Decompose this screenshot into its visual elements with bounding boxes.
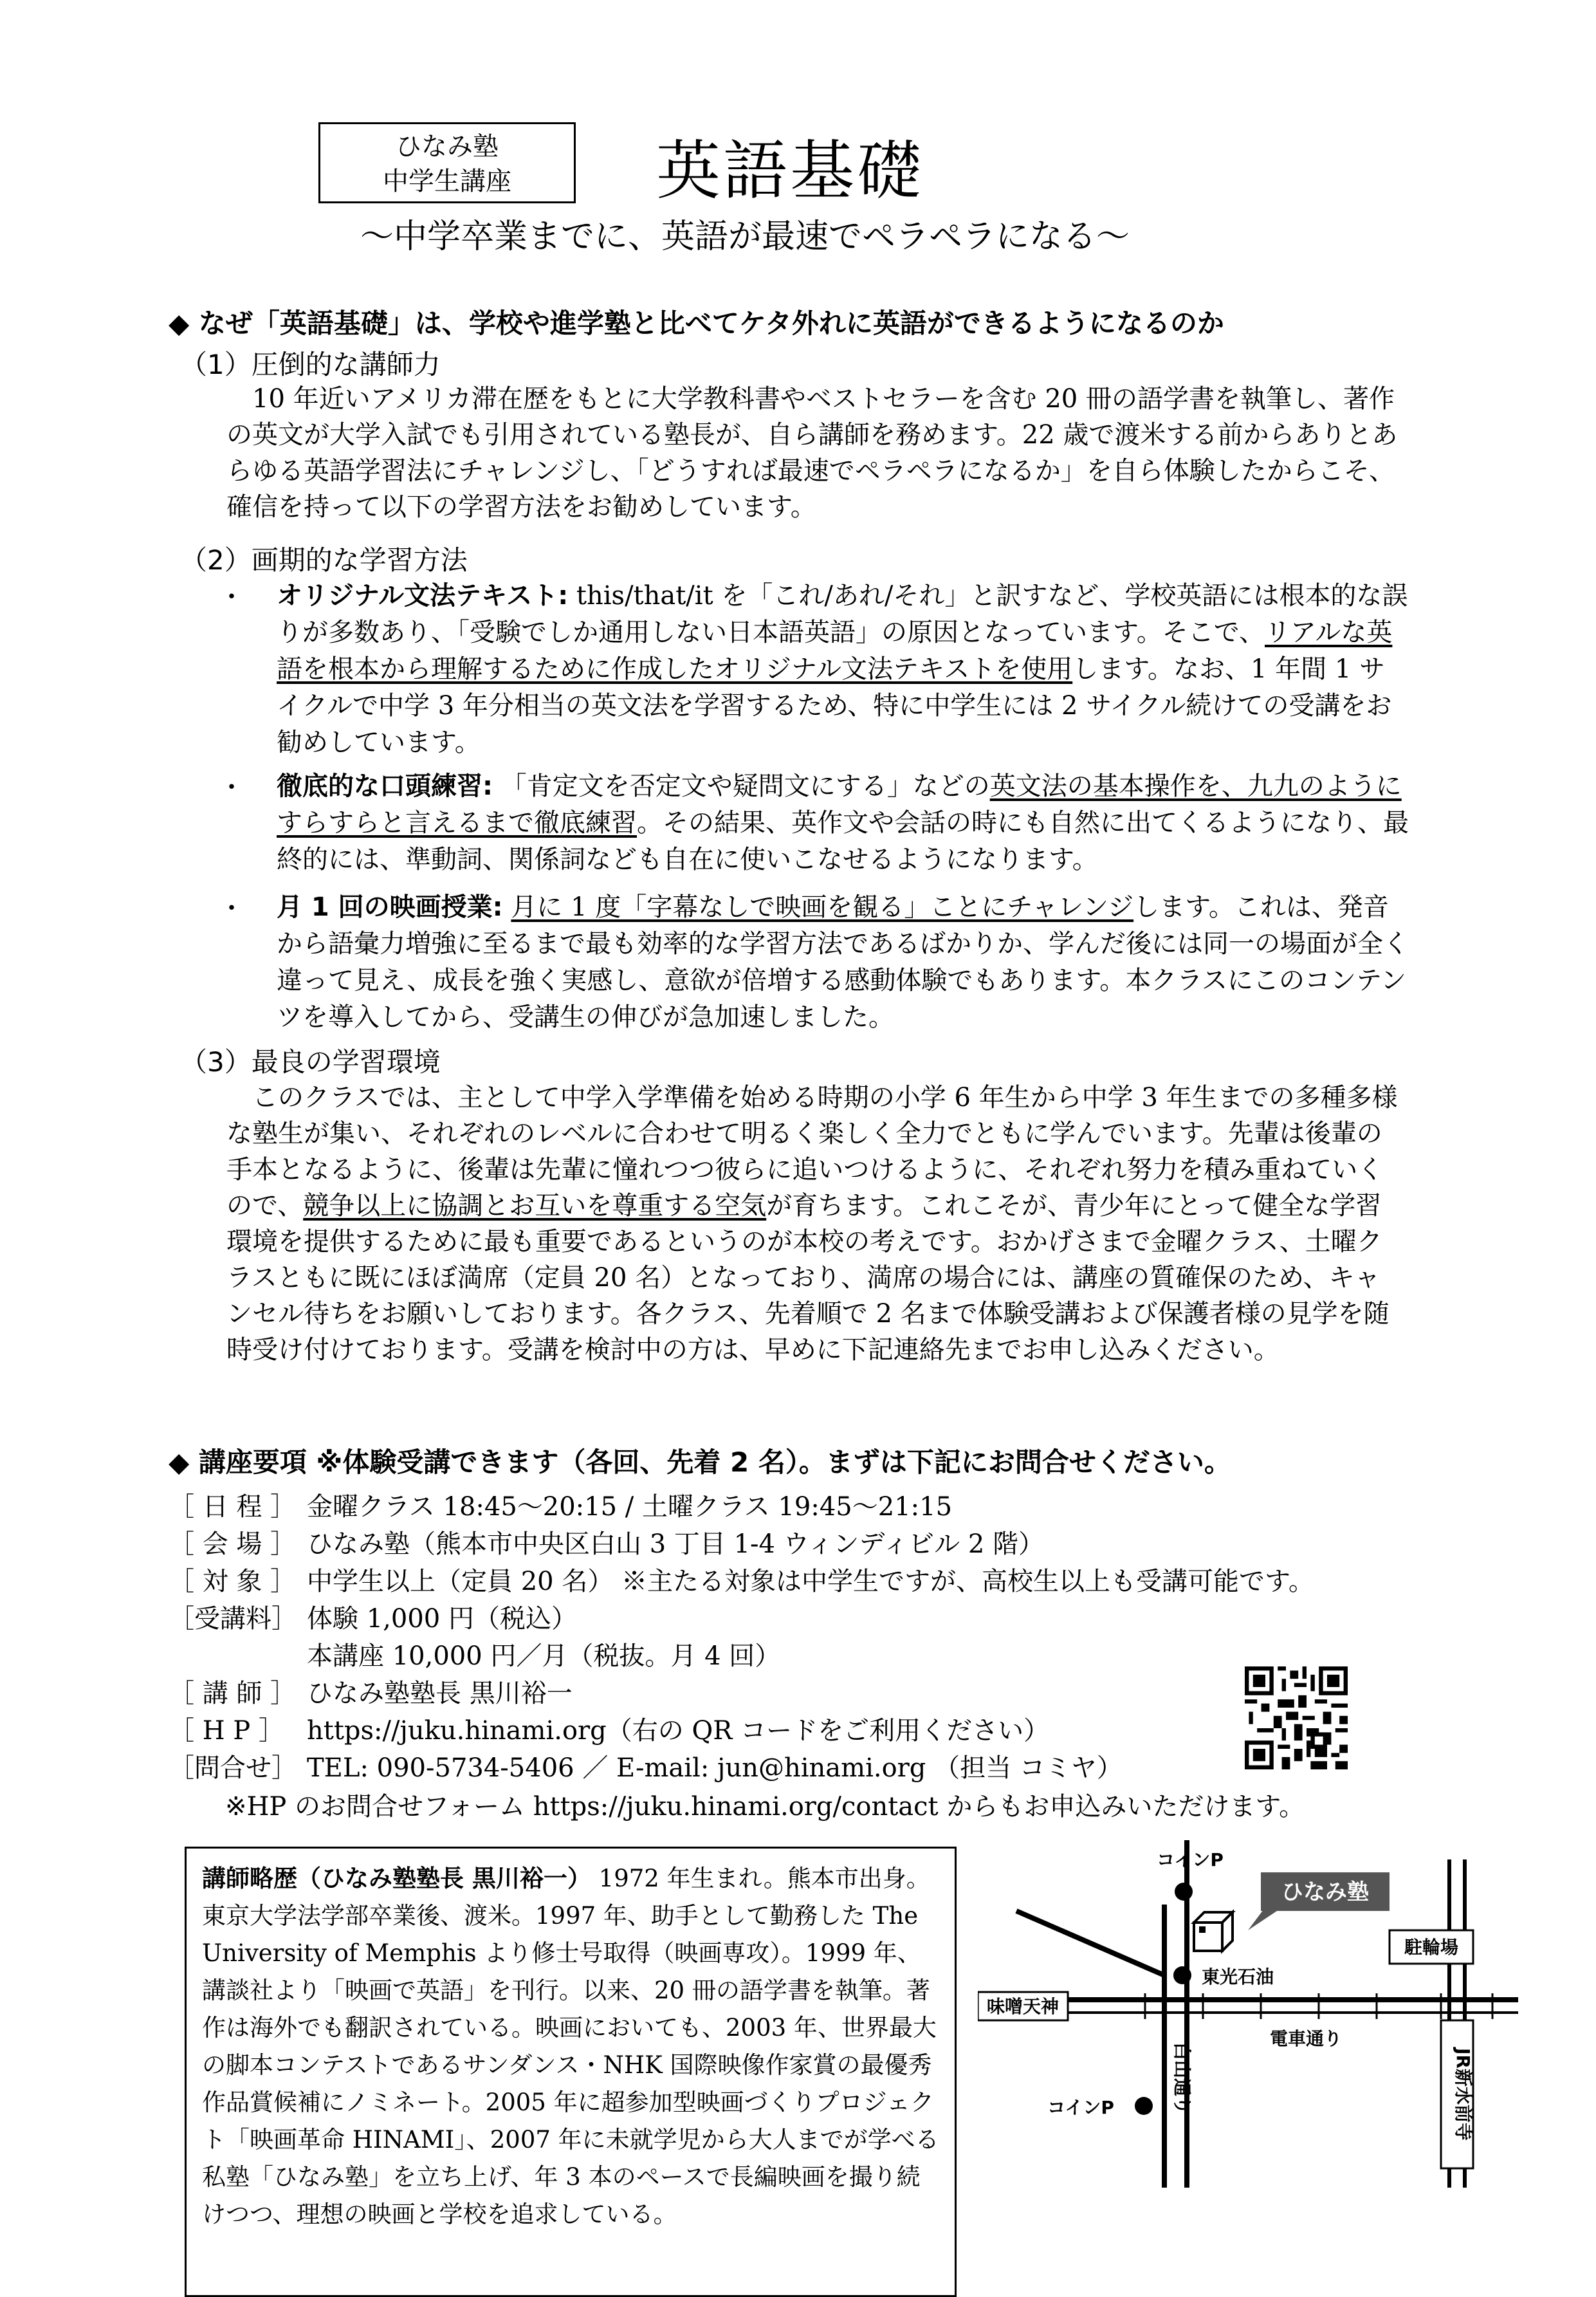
section2-heading: ◆ 講座要項 ※体験受講できます（各回、先着 2 名）。まずは下記にお問合せください。 — [169, 1446, 1231, 1478]
info-value: 金曜クラス 18:45〜20:15 / 土曜クラス 19:45〜21:15 — [307, 1492, 953, 1522]
info-key: ［ 会 場 ］ — [169, 1529, 297, 1559]
contact-form-note: ※HP のお問合せフォーム https://juku.hinami.org/contact からもお申込みいただけます。 — [225, 1792, 1305, 1822]
subsection-method: （2）画期的な学習方法 — [180, 544, 468, 576]
bullet-grammar-underline: リアルな英語を根本から理解するために作成したオリジナル文法テキストを使用 — [277, 618, 1393, 684]
info-row-teacher — [169, 1673, 573, 1710]
page-subtitle: 〜中学卒業までに、英語が最速でペラペラになる〜 — [360, 217, 1130, 256]
badge-line-school: ひなみ塾 — [396, 132, 499, 161]
bullet-oral-underline: 英文法の基本操作を、九九のようにすらすらと言えるまで徹底練習 — [277, 771, 1402, 838]
section1-heading: ◆ なぜ「英語基礎」は、学校や進学塾と比べてケタ外れに英語ができるようになるのか — [169, 308, 1224, 339]
coin-parking-top-label: コインP — [1157, 1849, 1224, 1870]
qr-code-icon[interactable] — [1245, 1666, 1348, 1769]
profile-text: 1972 年生まれ。熊本市出身。東京大学法学部卒業後、渡米。1997 年、助手として勤務した The University of Memphis より修士号取得（映画専攻）。1999 年、講談社より「映画で英語」を刊行。以来、20 冊の語学書を執筆。著作は海外でも翻訳されている。映画においても、2003 年、世界最大の脚本コンテストであるサンダンス・NHK 国際映像作家賞の最優秀作品賞候補にノミネート。2005 年に超参加型映画づくりプロジェクト「映画革命 HINAMI」、2007 年に未就学児から大人までが学べる私塾「ひなみ塾」を立ち上げ、年 3 本のペースで長編映画を撮り続けつつ、理想の映画と学校を追求している。 — [202, 1865, 939, 2228]
bullet-oral-body-a: 「肯定文を否定文や疑問文にする」などの — [493, 771, 990, 801]
environment-body-a: このクラスでは、主として中学入学準備を始める時期の小学 6 年生から中学 3 年生までの多種多様な塾生が集い、それぞれのレベルに合わせて明るく楽しく全力でともに学んでいます。先輩は後輩の手本となるように、後輩は先輩に憧れつつ彼らに追いつけるように、それぞれ努力を積み重ねていくので、 — [226, 1083, 1398, 1221]
coin-parking-bottom-marker — [1135, 2097, 1153, 2115]
diagonal-street — [1016, 1911, 1164, 1975]
info-key: ［ H P ］ — [169, 1716, 284, 1746]
info-value: 体験 1,000 円（税込） — [307, 1604, 577, 1634]
bullet-dot: ・ — [219, 773, 244, 802]
info-row-contact — [169, 1748, 1123, 1784]
info-key: ［ 講 師 ］ — [169, 1679, 297, 1708]
hinami-label: ひなみ塾 — [1281, 1879, 1369, 1905]
info-key: ［問合せ］ — [169, 1753, 297, 1783]
info-row-target — [169, 1561, 1314, 1598]
bullet-oral-body-b: 。その結果、英作文や会話の時にも自然に出てくるようになり、最終的には、準動詞、関係詞なども自在に使いこなせるようになります。 — [277, 808, 1409, 874]
jr-station-label: JR新水前寺 — [1453, 2048, 1474, 2141]
homepage-link[interactable]: https://juku.hinami.org（右の QR コードをご利用ください） — [307, 1716, 1050, 1746]
subsection-teacher: （1）圧倒的な講師力 — [180, 349, 441, 380]
info-value: 本講座 10,000 円／月（税抜。月 4 回） — [307, 1641, 781, 1671]
course-badge — [318, 122, 576, 203]
profile-title: 講師略歴（ひなみ塾塾長 黒川裕一） — [202, 1865, 591, 1892]
bullet-grammar-text — [277, 578, 1409, 761]
environment-body-b: が育ちます。これこそが、青少年にとって健全な学習環境を提供するために最も重要であるというのが本校の考えです。おかげさまで金曜クラス、土曜クラスともに既にほぼ満席（定員 20 名）となっており、満席の場合には、講座の質確保のため、キャンセル待ちをお願いしております。各クラス、先着順で 2 名まで体験受講および保護者様の見学を随時受け付けております。受講を検討中の方は、早めに下記連絡先までお申し込みください。 — [226, 1191, 1390, 1365]
environment-paragraph — [226, 1080, 1404, 1368]
access-map — [978, 1840, 1531, 2200]
bullet-dot: ・ — [219, 582, 244, 612]
bullet-movie-text — [277, 889, 1409, 1036]
info-key: ［ 対 象 ］ — [169, 1567, 297, 1596]
info-row-homepage — [169, 1710, 1049, 1747]
info-value: ひなみ塾塾長 黒川裕一 — [307, 1679, 573, 1708]
gas-station-marker — [1173, 1966, 1191, 1984]
gas-station-label: 東光石油 — [1202, 1966, 1274, 1988]
badge-line-course: 中学生講座 — [383, 167, 511, 196]
bullet-grammar-body-a: this/that/it を「これ/あれ/それ」と訳すなど、学校英語には根本的な誤りが多数あり、「受験でしか通用しない日本語英語」の原因となっています。そこで、 — [277, 581, 1408, 647]
teacher-paragraph: 10 年近いアメリカ滞在歴をもとに大学教科書やベストセラーを含む 20 冊の語学書を執筆し、著作の英文が大学入試でも引用されている塾長が、自ら講師を務めます。22 歳で渡米する前からありとあらゆる英語学習法にチャレンジし、「どうすれば最速でペラペラになるか」を自ら体験したからこそ、確信を持って以下の学習方法をお勧めしています。 — [226, 384, 1398, 522]
subsection-environment: （3）最良の学習環境 — [180, 1046, 441, 1078]
building-icon — [1194, 1912, 1233, 1951]
hakuyama-label: 白山通り — [1171, 2042, 1193, 2115]
bullet-grammar-title: オリジナル文法テキスト: — [277, 581, 569, 611]
bullet-movie-body: します。これは、発音から語彙力増強に至るまで最も効率的な学習方法であるばかりか、学んだ後には同一の場面が全く違って見え、成長を強く実感し、意欲が倍増する感動体験でもあります。本クラスにこのコンテンツを導入してから、受講生の伸びが急加速しました。 — [277, 892, 1409, 1032]
info-key: ［ 日 程 ］ — [169, 1492, 297, 1522]
info-row-fee-main — [169, 1636, 780, 1672]
info-row-fee — [169, 1598, 577, 1635]
page-title: 英語基礎 — [656, 133, 924, 208]
info-row-schedule — [169, 1486, 952, 1523]
info-row-venue — [169, 1524, 1044, 1560]
coin-parking-top-marker — [1175, 1883, 1193, 1901]
coin-parking-bottom-label: コインP — [1047, 2097, 1114, 2118]
bullet-dot: ・ — [219, 894, 244, 923]
contact-value[interactable]: TEL: 090-5734-5406 ／ E-mail: jun@hinami.org （担当 コミヤ） — [307, 1753, 1123, 1783]
bullet-oral-text — [277, 768, 1409, 878]
bullet-movie-underline: 月に 1 度「字幕なしで映画を観る」ことにチャレンジ — [511, 892, 1134, 922]
info-key: ［受講料］ — [169, 1604, 297, 1634]
environment-underline: 競争以上に協調とお互いを尊重する空気 — [303, 1191, 767, 1221]
bullet-oral-title: 徹底的な口頭練習: — [277, 771, 493, 801]
info-value: ひなみ塾（熊本市中央区白山 3 丁目 1-4 ウィンディビル 2 階） — [307, 1529, 1045, 1559]
teacher-profile-box — [185, 1847, 957, 2297]
bullet-movie-title: 月 1 回の映画授業: — [277, 892, 503, 922]
info-value: 中学生以上（定員 20 名） ※主たる対象は中学生ですが、高校生以上も受講可能です。 — [307, 1567, 1314, 1596]
tram-street-label: 電車通り — [1269, 2028, 1343, 2049]
bullet-grammar-body-b: します。なお、1 年間 1 サイクルで中学 3 年分相当の英文法を学習するため、特に中学生には 2 サイクル続けての受講をお勧めしています。 — [277, 654, 1392, 757]
parking-label: 駐輪場 — [1404, 1937, 1459, 1958]
misotenjin-label: 味噌天神 — [986, 1996, 1059, 2017]
